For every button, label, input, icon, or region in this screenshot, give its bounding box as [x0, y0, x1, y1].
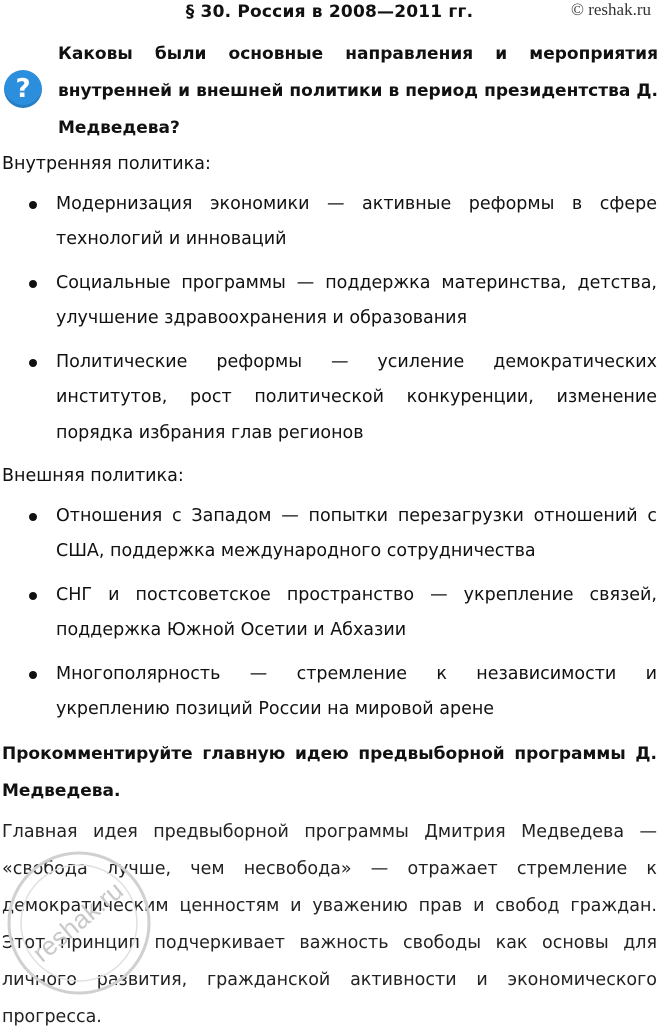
watermark-text: reshak.ru — [26, 875, 129, 968]
list-item — [2, 266, 657, 337]
foreign-policy-list — [2, 499, 657, 728]
list-item-text: Политические реформы — усиление демократических институтов, рост политической конкуренции, изменение порядка избрания глав регионов — [56, 351, 657, 443]
list-item-text: Социальные программы — поддержка материнства, детства, улучшение здравоохранения и образования — [56, 272, 657, 328]
second-answer: Главная идея предвыборной программы Дмитрия Медведева — «свобода лучше, чем несвобода» — отражает стремление к демократическим ценностям и уважению прав и свобод граждан. Этот принцип подчеркивает важность свободы как основы для личного развития, гражданской активности и экономического прогресса. — [2, 821, 657, 1027]
list-item-text: Отношения с Западом — попытки перезагрузки отношений с США, поддержка международного сотрудничества — [56, 505, 657, 561]
question-icon: ? — [4, 70, 42, 108]
list-item-text: Модернизация экономики — активные реформы в сфере технологий и инноваций — [56, 193, 657, 249]
domestic-policy-list — [2, 187, 657, 452]
list-item — [2, 345, 657, 452]
bullet-icon — [29, 671, 37, 679]
copyright-mark: © reshak.ru — [571, 0, 651, 19]
answer-content — [2, 147, 657, 1036]
list-item-text: СНГ и постсоветское пространство — укрепление связей, поддержка Южной Осетии и Абхазии — [56, 584, 657, 640]
list-item — [2, 657, 657, 728]
bullet-icon — [29, 201, 37, 209]
domestic-policy-label: Внутренняя политика: — [2, 154, 211, 174]
bullet-icon — [29, 359, 37, 367]
list-item — [2, 187, 657, 258]
bullet-icon — [29, 280, 37, 288]
foreign-policy-label: Внешняя политика: — [2, 466, 184, 486]
list-item — [2, 499, 657, 570]
second-question: Прокомментируйте главную идею предвыборной программы Д. Медведева. — [2, 743, 657, 801]
bullet-icon — [29, 513, 37, 521]
list-item — [2, 578, 657, 649]
page-header — [0, 0, 659, 28]
list-item-text: Многополярность — стремление к независимости и укреплению позиций России на мировой арене — [56, 663, 657, 719]
question-text: Каковы были основные направления и мероприятия внутренней и внешней политики в период президентства Д. Медведева? — [58, 44, 658, 138]
bullet-icon — [29, 592, 37, 600]
section-title: § 30. Россия в 2008—2011 гг. — [185, 2, 474, 22]
